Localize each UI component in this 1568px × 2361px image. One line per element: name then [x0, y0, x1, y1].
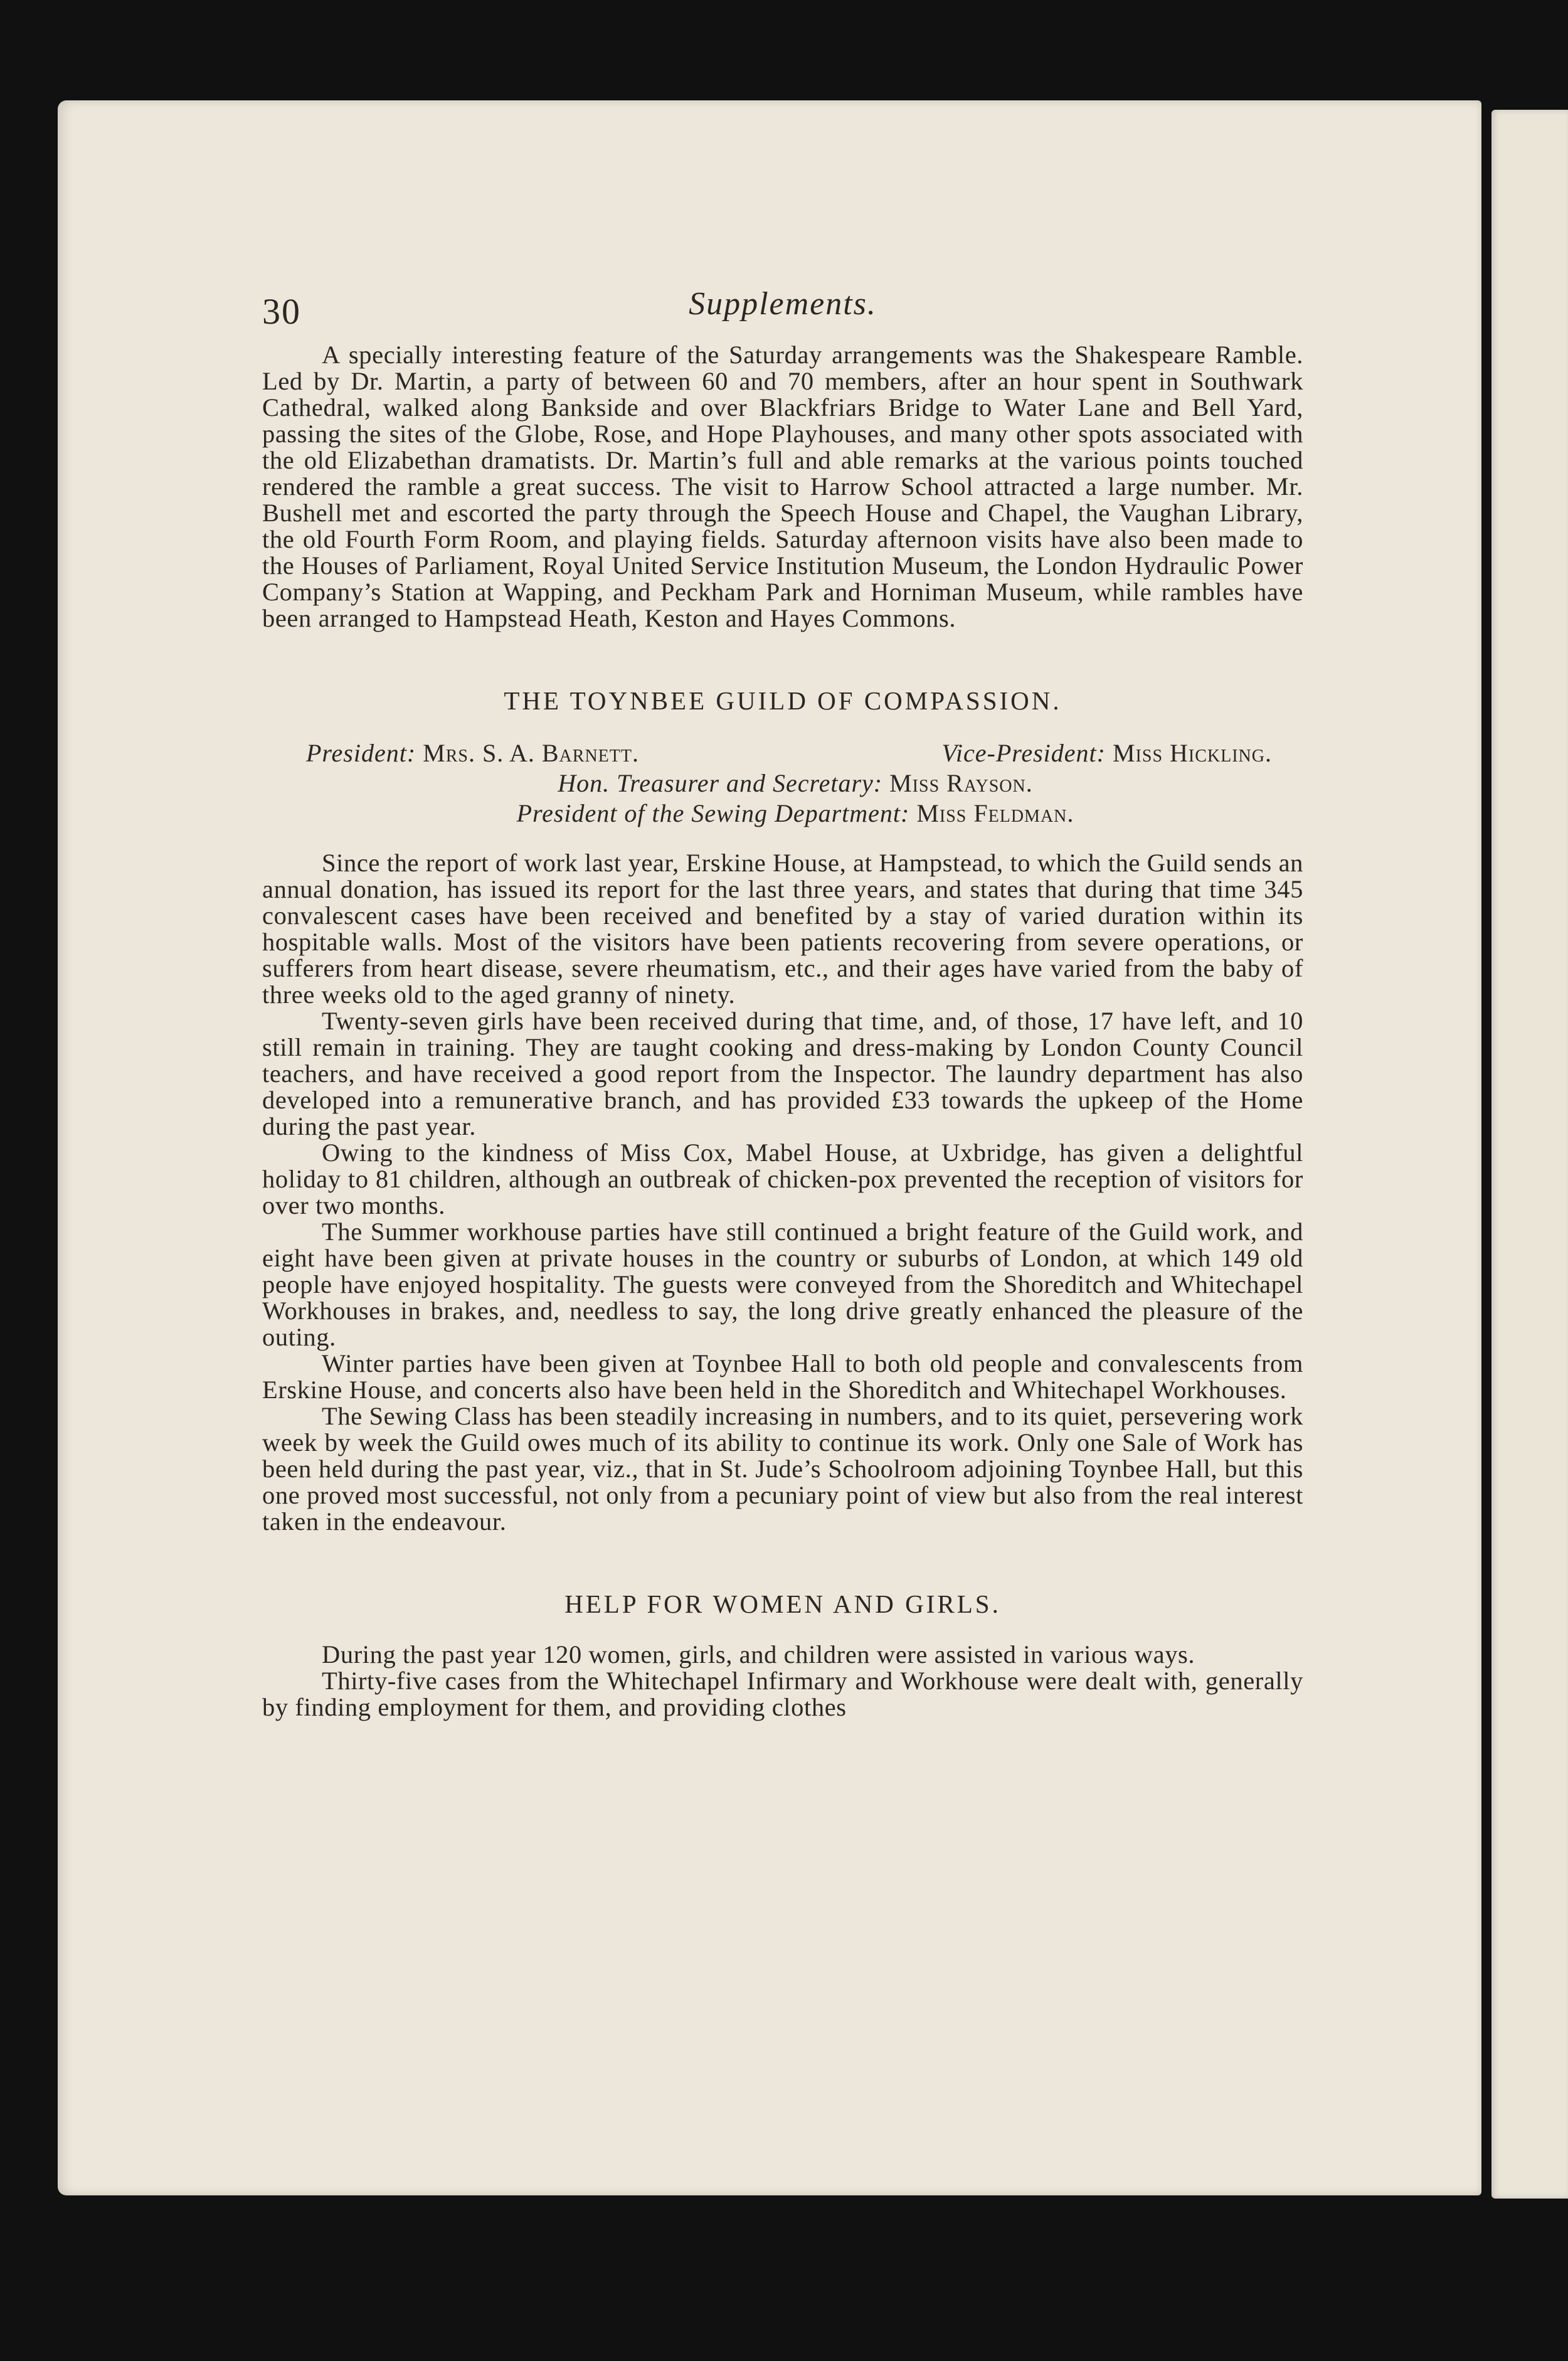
- running-title: Supplements.: [689, 286, 877, 322]
- page-number: 30: [262, 291, 301, 332]
- guild-heading: THE TOYNBEE GUILD OF COMPASSION.: [504, 686, 1062, 715]
- vice-president-entry: [941, 738, 1272, 768]
- guild-paragraph: The Sewing Class has been steadily increasing in numbers, and to its quiet, persevering work week by week the Guild owes much of its ability to continue its work. Only one Sale of Work has been held during the past year, viz., that in St. Jude’s Schoolroom adjoining Toynbee Hall, but this one proved most successful, not only from a pecuniary point of view but also from the real interest taken in the endeavour.: [262, 1402, 1303, 1536]
- vice-president-name: Miss Hickling.: [1112, 739, 1272, 767]
- vice-president-role: Vice-President:: [941, 739, 1106, 767]
- treasurer-role: Hon. Treasurer and Secretary:: [558, 769, 883, 797]
- sewing-name: Miss Feldman.: [916, 799, 1074, 827]
- facing-page-edge: [1491, 110, 1568, 2199]
- president-name: Mrs. S. A. Barnett.: [423, 739, 639, 767]
- guild-paragraph: Owing to the kindness of Miss Cox, Mabel House, at Uxbridge, has given a delightful holiday to 81 children, although an outbreak of chicken-pox prevented the reception of visitors for over two months.: [262, 1138, 1303, 1219]
- guild-paragraph: Twenty-seven girls have been received during that time, and, of those, 17 have left, and 10 still remain in training. They are taught cooking and dress-making by London County Council teachers, and have received a good report from the Inspector. The laundry department has also developed into a remunerative branch, and has provided £33 towards the upkeep of the Home during the past year.: [262, 1007, 1303, 1140]
- page-text: [262, 285, 1303, 1721]
- treasurer-name: Miss Rayson.: [889, 769, 1033, 797]
- intro-paragraph: A specially interesting feature of the Saturday arrangements was the Shakespeare Ramble. Led by Dr. Martin, a party of between 60 and 70 members, after an hour spent in Southwark Cathedral, walked along Bankside and over Blackfriars Bridge to Water Lane and Bell Yard, passing the sites of the Globe, Rose, and Hope Playhouses, and many other spots associated with the old Elizabethan dramatists. Dr. Martin’s full and able remarks at the various points touched rendered the ramble a great success. The visit to Harrow School attracted a large number. Mr. Bushell met and escorted the party through the Speech House and Chapel, the Vaughan Library, the old Fourth Form Room, and playing fields. Saturday afternoon visits have also been made to the Houses of Parliament, Royal United Service Institution Museum, the London Hydraulic Power Company’s Station at Wapping, and Peckham Park and Horniman Museum, while rambles have been arranged to Hampstead Heath, Keston and Hayes Commons.: [262, 341, 1303, 632]
- running-head: [262, 285, 1303, 342]
- sewing-role: President of the Sewing Department:: [516, 799, 910, 827]
- guild-paragraph: The Summer workhouse parties have still continued a bright feature of the Guild work, and eight have been given at private houses in the country or suburbs of London, at which 149 old people have enjoyed hospitality. The guests were conveyed from the Shoreditch and Whitechapel Workhouses in brakes, and, needless to say, the long drive greatly enhanced the pleasure of the outing.: [262, 1218, 1303, 1351]
- president-role: President:: [306, 739, 416, 767]
- help-paragraph: Thirty-five cases from the Whitechapel Infirmary and Workhouse were dealt with, generally by finding employment for them, and providing clothes: [262, 1667, 1303, 1721]
- help-paragraph: During the past year 120 women, girls, and children were assisted in various ways.: [322, 1640, 1195, 1669]
- president-entry: [306, 738, 639, 768]
- guild-paragraph: Since the report of work last year, Erskine House, at Hampstead, to which the Guild sends an annual donation, has issued its report for the last three years, and states that during that time 345 convalescent cases have been received and benefited by a stay of varied duration within its hospitable walls. Most of the visitors have been patients recovering from severe operations, or sufferers from heart disease, severe rheumatism, etc., and their ages have varied from the baby of three weeks old to the aged granny of ninety.: [262, 849, 1303, 1009]
- officers-line-1: [262, 738, 1303, 768]
- officers-line-3: [262, 798, 1303, 829]
- officers-line-2: [262, 768, 1303, 798]
- help-heading: HELP FOR WOMEN AND GIRLS.: [564, 1589, 1001, 1618]
- guild-paragraph: Winter parties have been given at Toynbee Hall to both old people and convalescents from Erskine House, and concerts also have been held in the Shoreditch and Whitechapel Workhouses.: [262, 1349, 1303, 1404]
